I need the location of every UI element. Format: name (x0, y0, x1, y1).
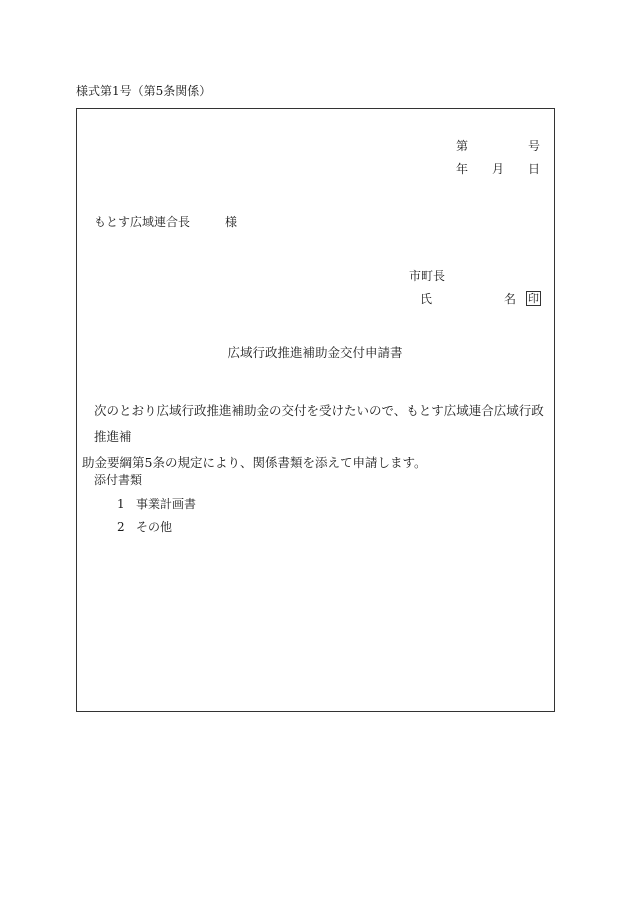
seal-mark (522, 291, 541, 306)
applicant-name-label-2: 名 (504, 292, 517, 306)
date-month-label: 月 (492, 162, 505, 176)
attachment-item-number: 2 (117, 520, 125, 534)
addressee-name: もとす広域連合長 (94, 215, 191, 229)
body-line-2: 助金要綱第5条の規定により、関係書類を添えて申請します。 (82, 455, 427, 470)
date-year-label: 年 (456, 162, 469, 176)
addressee-honorific: 様 (225, 215, 238, 229)
attachment-item-label: 事業計画書 (136, 497, 197, 511)
date-day-label: 日 (528, 162, 541, 176)
applicant-name-label-1: 氏 (420, 292, 433, 306)
doc-number-prefix: 第 (456, 139, 469, 153)
form-number-label: 様式第1号（第5条関係） (76, 84, 212, 98)
document-title: 広域行政推進補助金交付申請書 (227, 345, 403, 360)
body-paragraph (82, 398, 552, 476)
attachment-item-number: 1 (117, 497, 125, 511)
applicant-position: 市町長 (409, 269, 446, 283)
seal-icon: 印 (528, 292, 539, 305)
attachment-item-label: その他 (136, 520, 173, 534)
body-line-1: 次のとおり広域行政推進補助金の交付を受けたいので、もとす広域連合広域行政推進補 (94, 403, 544, 444)
doc-number-suffix: 号 (528, 139, 541, 153)
attachments-heading: 添付書類 (94, 473, 143, 487)
